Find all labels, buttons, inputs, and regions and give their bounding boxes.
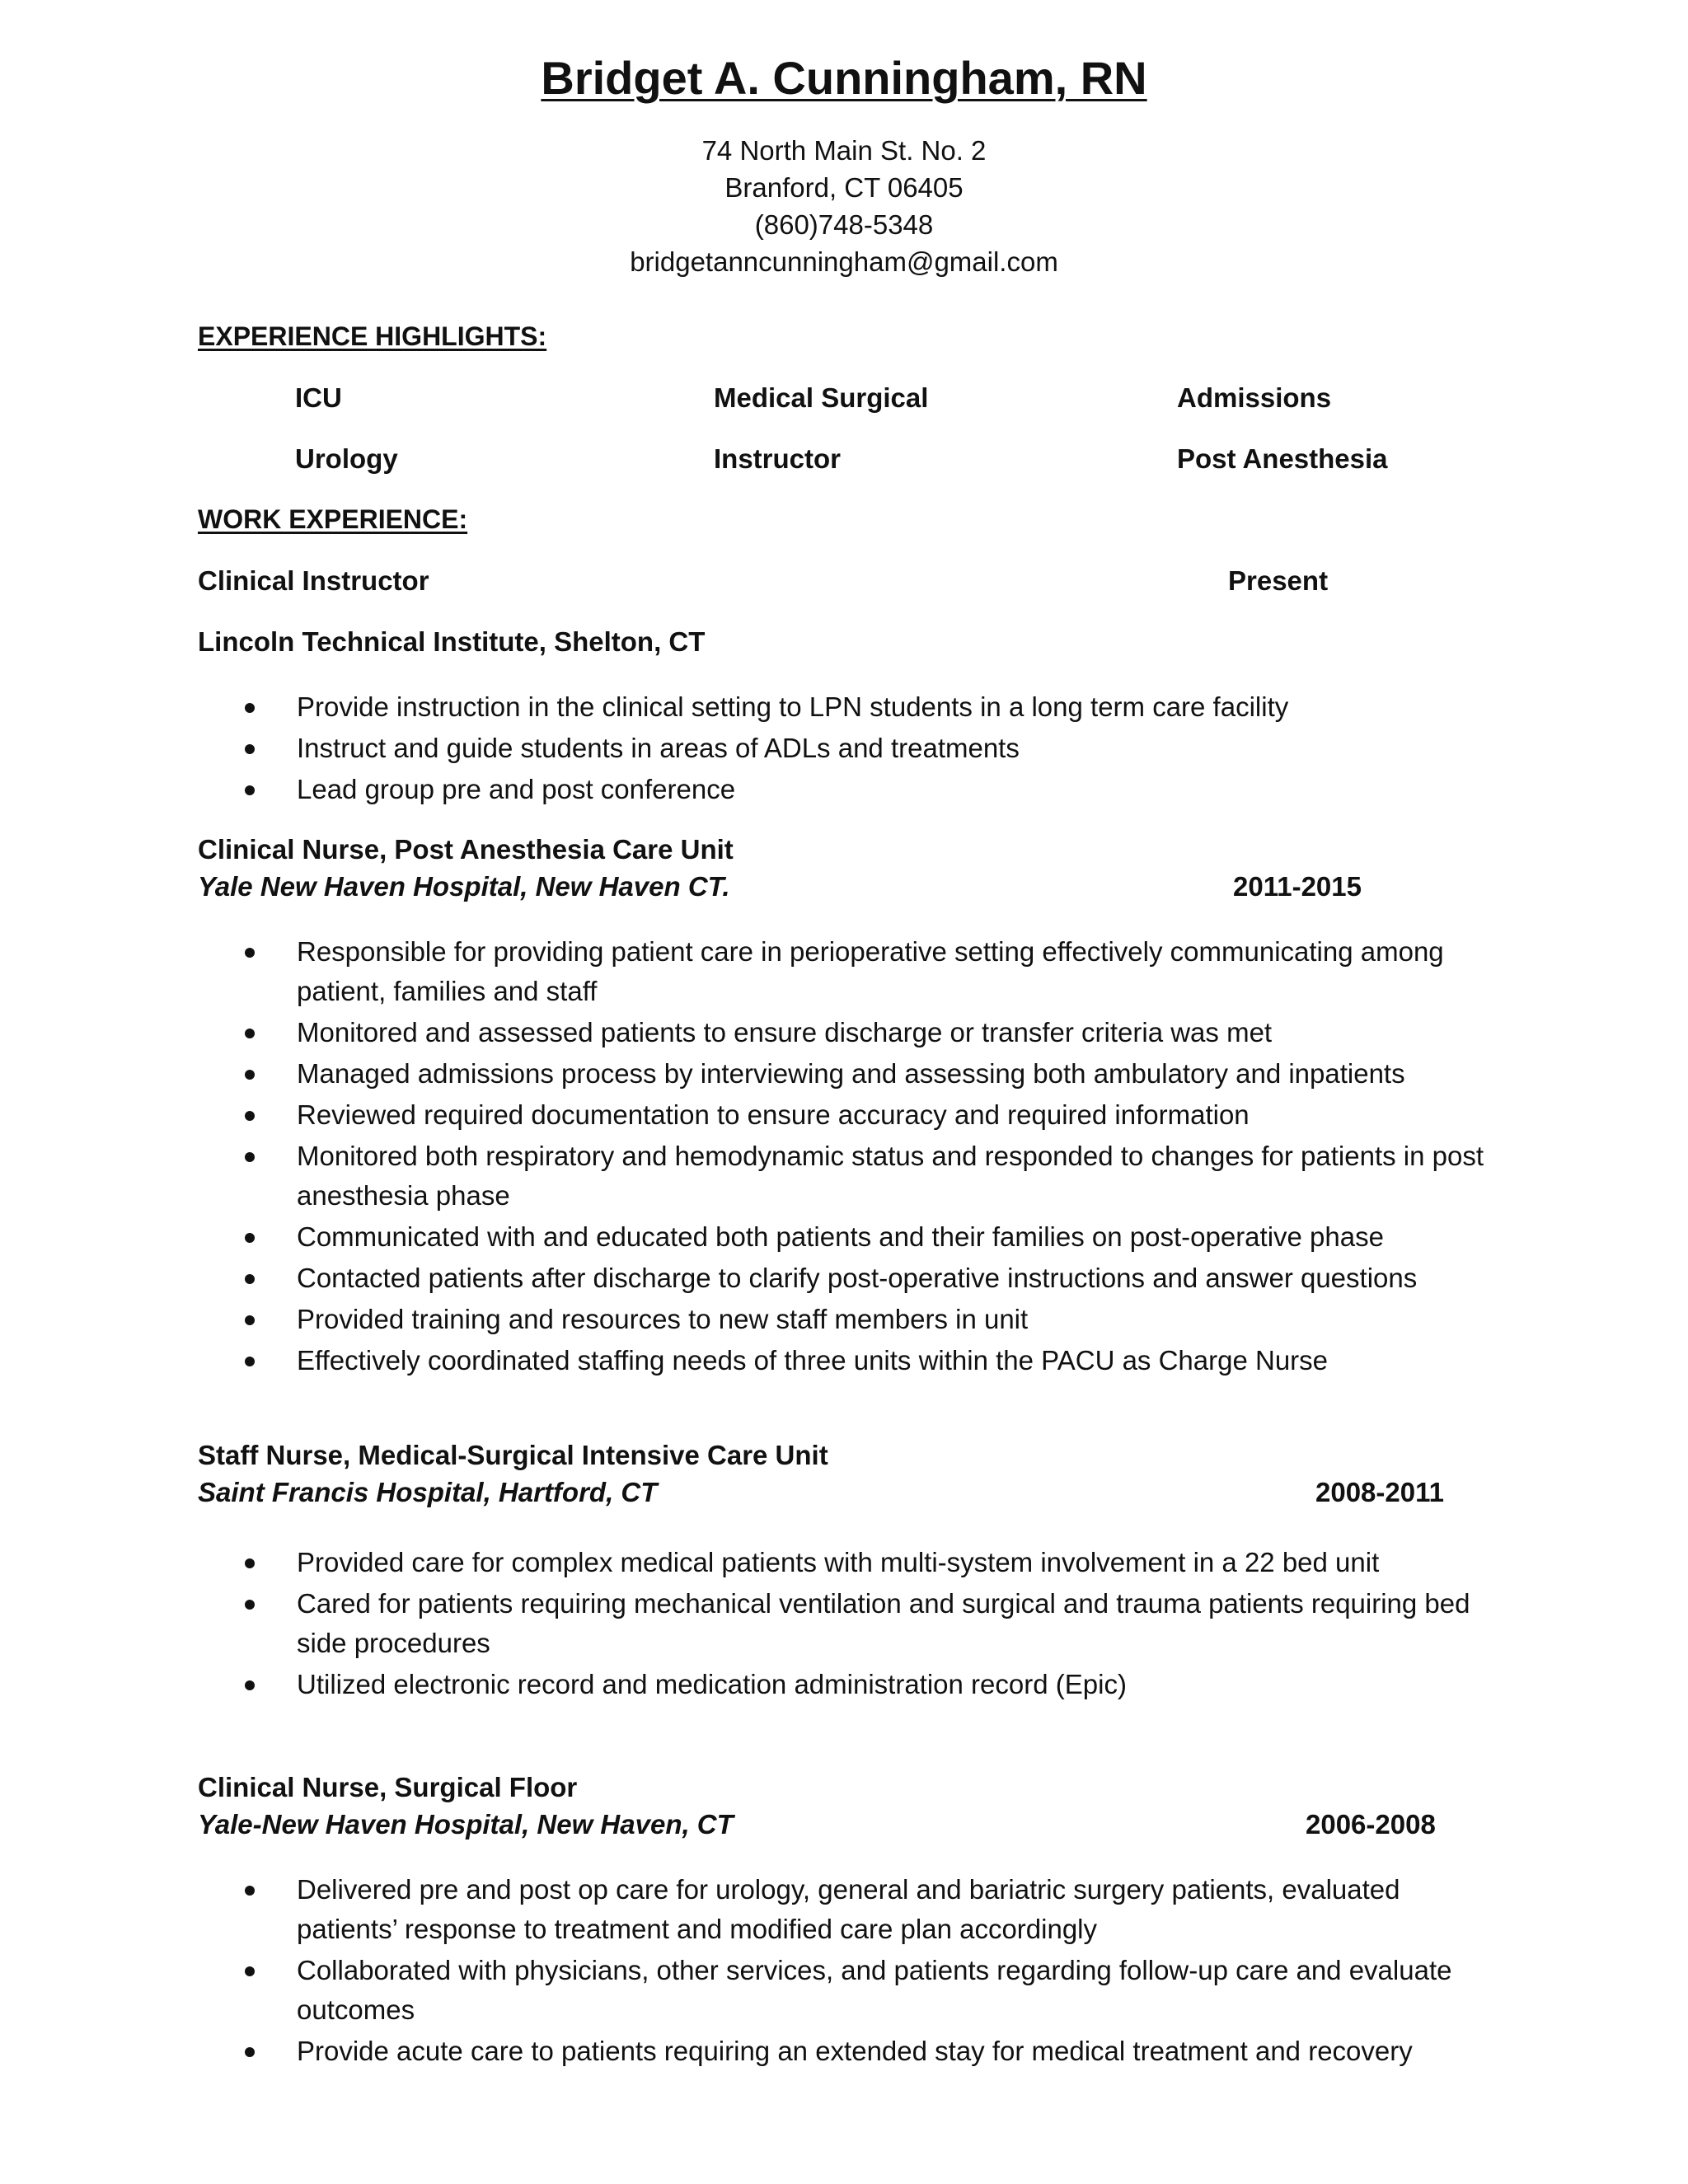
experience-highlights-heading: EXPERIENCE HIGHLIGHTS:: [198, 321, 547, 351]
highlight-urology: Urology: [295, 443, 398, 474]
highlight-post-anesthesia: Post Anesthesia: [1177, 443, 1388, 474]
job-date: Present: [1228, 565, 1329, 596]
job-duties-list: [198, 1543, 1500, 1706]
highlight-instructor: Instructor: [714, 443, 842, 474]
list-item: Managed admissions process by interviewing and assessing both ambulatory and inpatients: [198, 1054, 1500, 1094]
list-item: Cared for patients requiring mechanical ventilation and surgical and trauma patients requiring bed side procedures: [198, 1584, 1500, 1663]
list-item: Provide acute care to patients requiring an extended stay for medical treatment and recovery: [198, 2032, 1500, 2071]
list-item: Monitored both respiratory and hemodynamic status and responded to changes for patients in post anesthesia phase: [198, 1137, 1500, 1216]
address-line-1: 74 North Main St. No. 2: [701, 135, 987, 166]
list-item: Provide instruction in the clinical setting to LPN students in a long term care facility: [198, 687, 1500, 727]
job-title: Clinical Nurse, Surgical Floor: [198, 1772, 578, 1802]
job-title: Staff Nurse, Medical-Surgical Intensive Care Unit: [198, 1440, 828, 1470]
work-experience-heading: WORK EXPERIENCE:: [198, 504, 468, 534]
list-item: Provided care for complex medical patients with multi-system involvement in a 22 bed unit: [198, 1543, 1500, 1582]
highlight-icu: ICU: [295, 382, 342, 413]
job-title: Clinical Nurse, Post Anesthesia Care Unit: [198, 834, 734, 865]
list-item: Instruct and guide students in areas of ADLs and treatments: [198, 729, 1500, 768]
job-organization: Lincoln Technical Institute, Shelton, CT: [198, 626, 706, 657]
job-date: 2008-2011: [1315, 1477, 1444, 1507]
job-duties-list: [198, 687, 1500, 811]
list-item: Lead group pre and post conference: [198, 770, 1500, 809]
job-organization: Yale New Haven Hospital, New Haven CT.: [198, 871, 730, 902]
job-organization: Yale-New Haven Hospital, New Haven, CT: [198, 1809, 734, 1840]
list-item: Provided training and resources to new staff members in unit: [198, 1300, 1500, 1339]
phone-number: (860)748-5348: [754, 209, 934, 240]
list-item: Monitored and assessed patients to ensure discharge or transfer criteria was met: [198, 1013, 1500, 1052]
highlight-medical-surgical: Medical Surgical: [714, 382, 929, 413]
list-item: Effectively coordinated staffing needs of three units within the PACU as Charge Nurse: [198, 1341, 1500, 1380]
contact-block: [0, 132, 1688, 280]
list-item: Collaborated with physicians, other services, and patients regarding follow-up care and evaluate outcomes: [198, 1951, 1500, 2030]
list-item: Contacted patients after discharge to clarify post-operative instructions and answer questions: [198, 1258, 1500, 1298]
list-item: Reviewed required documentation to ensure accuracy and required information: [198, 1095, 1500, 1135]
resume-name: Bridget A. Cunningham, RN: [541, 52, 1147, 104]
job-organization: Saint Francis Hospital, Hartford, CT: [198, 1477, 658, 1507]
job-date: 2006-2008: [1306, 1809, 1436, 1840]
address-line-2: Branford, CT 06405: [724, 172, 964, 203]
email-address: bridgetanncunningham@gmail.com: [630, 246, 1058, 277]
highlight-admissions: Admissions: [1177, 382, 1332, 413]
list-item: Communicated with and educated both patients and their families on post-operative phase: [198, 1217, 1500, 1257]
job-duties-list: [198, 1870, 1500, 2073]
list-item: Responsible for providing patient care in perioperative setting effectively communicating among patient, families and staff: [198, 932, 1500, 1011]
list-item: Delivered pre and post op care for urology, general and bariatric surgery patients, evaluated patients’ response to treatment and modified care plan accordingly: [198, 1870, 1500, 1949]
list-item: Utilized electronic record and medication administration record (Epic): [198, 1665, 1500, 1704]
job-date: 2011-2015: [1233, 871, 1362, 902]
job-title: Clinical Instructor: [198, 565, 429, 596]
job-duties-list: [198, 932, 1500, 1382]
